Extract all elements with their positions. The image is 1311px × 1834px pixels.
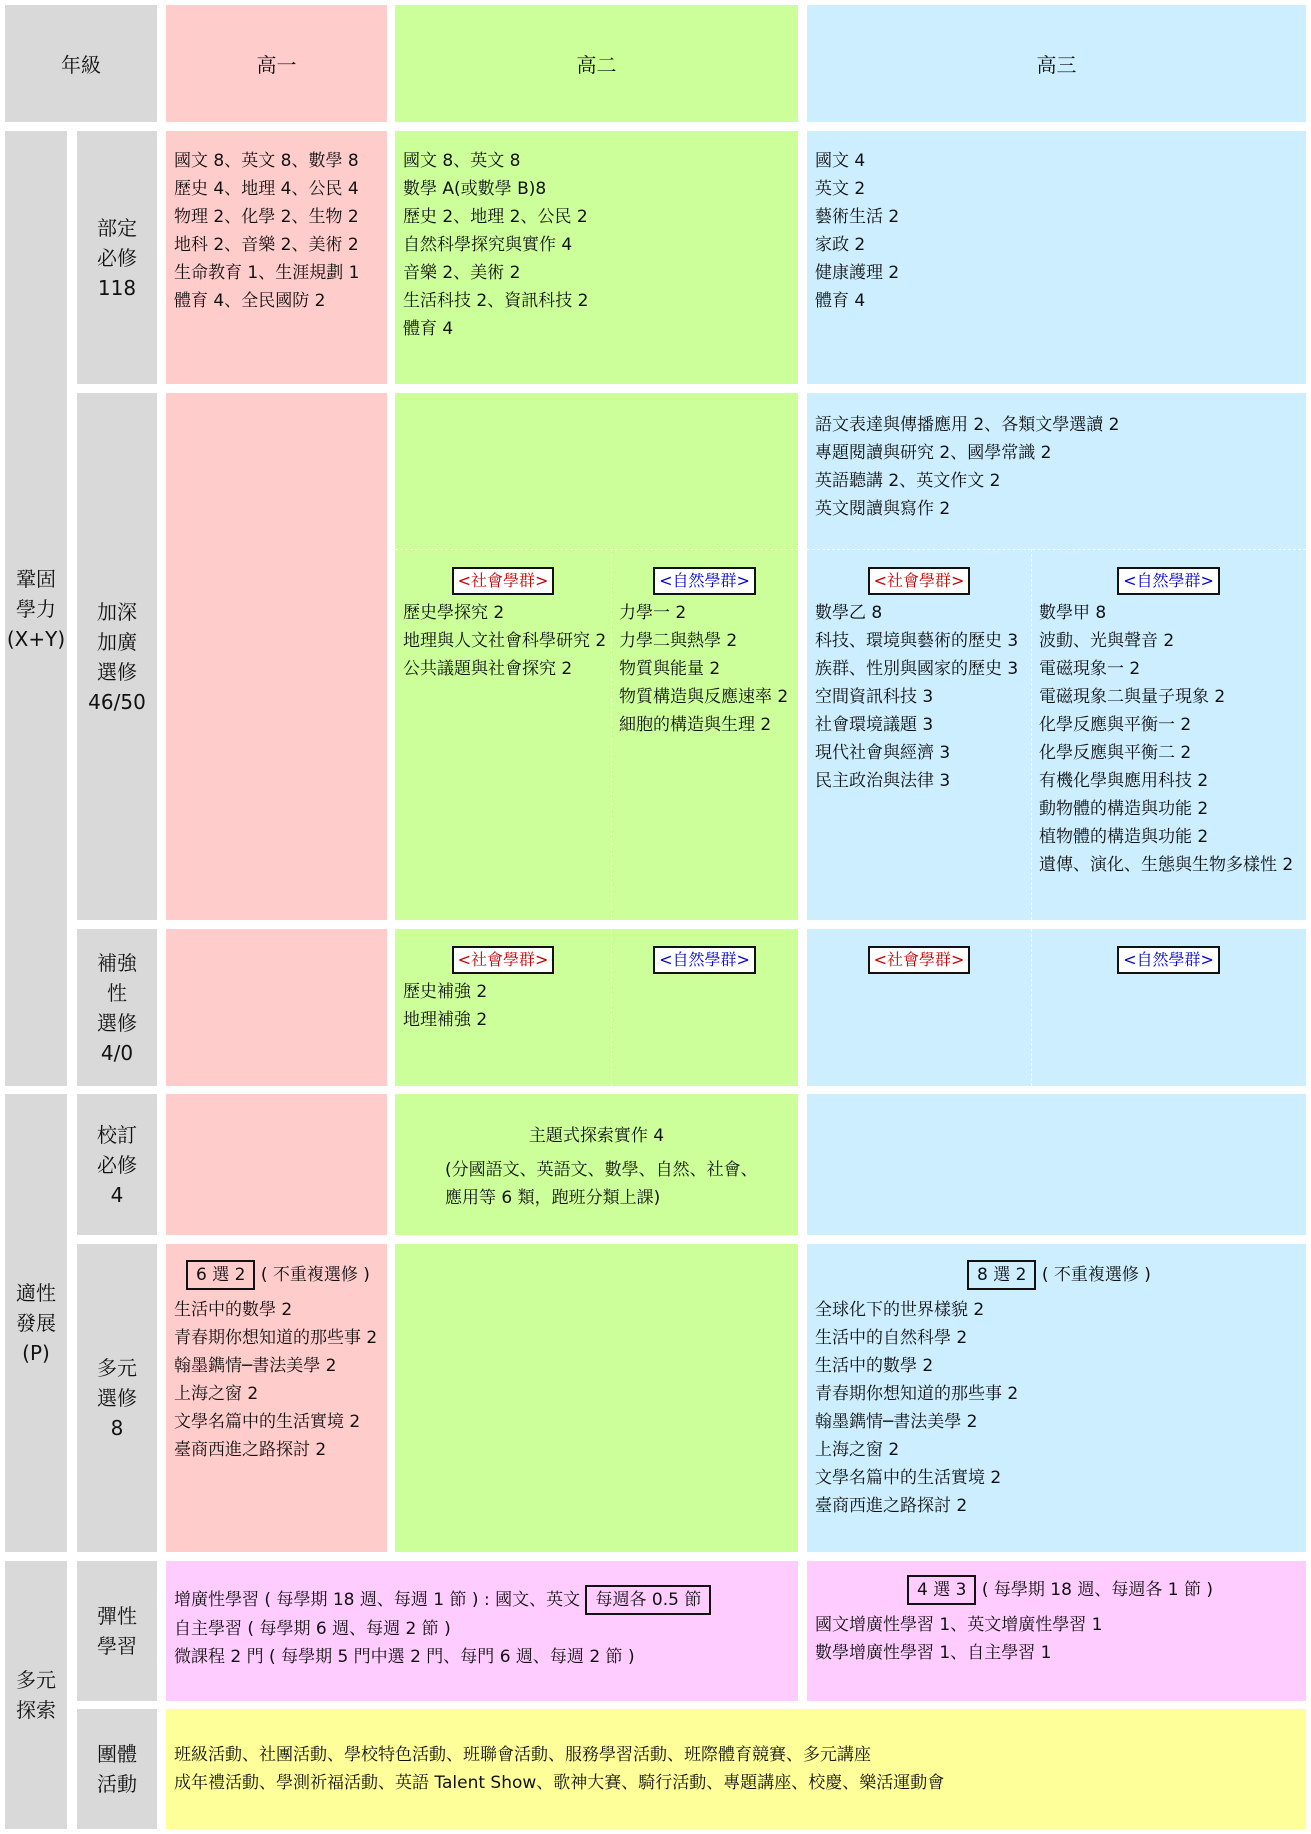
category-aptitude bbox=[5, 1094, 67, 1552]
choose-note: ( 不重複選修 ) bbox=[260, 1265, 370, 1285]
row-school bbox=[77, 1094, 157, 1235]
category-explore bbox=[5, 1561, 67, 1829]
course-line: 體育 4、全民國防 2 bbox=[174, 291, 326, 311]
row-label-line: 團體 bbox=[97, 1742, 137, 1766]
school-desc-line: (分國語文、英語文、數學、自然、社會、 bbox=[445, 1160, 758, 1180]
row-label-line: 選修 bbox=[97, 1386, 137, 1410]
choose-box: 8 選 2 bbox=[967, 1260, 1036, 1290]
course-line: 化學反應與平衡一 2 bbox=[1039, 715, 1192, 735]
natural-group-tag: <自然學群> bbox=[1117, 946, 1220, 974]
diverse-g2 bbox=[395, 1244, 798, 1552]
row-label-line: 選修 bbox=[97, 659, 137, 684]
row-label-line: 4/0 bbox=[100, 1040, 134, 1065]
remedial-g1 bbox=[166, 929, 387, 1086]
grade2-header bbox=[395, 5, 798, 122]
course-line: 翰墨鐫情─書法美學 2 bbox=[815, 1412, 978, 1432]
flexible-text: 增廣性學習 ( 每學期 18 週、每週 1 節 ) : 國文、英文 bbox=[174, 1590, 581, 1610]
course-line: 族群、性別與國家的歷史 3 bbox=[815, 659, 1019, 679]
school-g2 bbox=[395, 1094, 798, 1235]
row-advanced bbox=[77, 393, 157, 920]
course-line: 力學一 2 bbox=[619, 603, 687, 623]
grade3-header bbox=[807, 5, 1306, 122]
course-line: 藝術生活 2 bbox=[815, 207, 900, 227]
row-group bbox=[77, 1709, 157, 1829]
course-line: 波動、光與聲音 2 bbox=[1039, 631, 1175, 651]
school-desc-line: 應用等 6 類，跑班分類上課) bbox=[445, 1188, 661, 1208]
social-group-tag: <社會學群> bbox=[452, 567, 555, 595]
category-foundation bbox=[5, 131, 67, 1086]
advanced-g2 bbox=[395, 393, 798, 920]
row-label-line: 性 bbox=[107, 980, 127, 1005]
grade3-header-label: 高三 bbox=[1036, 53, 1077, 77]
course-line: 電磁現象二與量子現象 2 bbox=[1039, 687, 1226, 707]
course-line: 數學 A(或數學 B)8 bbox=[403, 179, 547, 199]
choose-note: ( 不重複選修 ) bbox=[1041, 1265, 1151, 1285]
flexible-g3-choose-row bbox=[807, 1561, 1306, 1605]
course-line: 物質構造與反應速率 2 bbox=[619, 687, 789, 707]
course-line: 物理 2、化學 2、生物 2 bbox=[174, 207, 359, 227]
course-line: 英語聽講 2、英文作文 2 bbox=[815, 471, 1001, 491]
row-label-line: 活動 bbox=[97, 1772, 137, 1796]
course-line: 物質與能量 2 bbox=[619, 659, 721, 679]
remedial-g3-natural bbox=[1031, 929, 1306, 974]
category-explore-line: 探索 bbox=[16, 1698, 56, 1722]
course-line: 家政 2 bbox=[815, 235, 866, 255]
course-line: 數學增廣性學習 1、自主學習 1 bbox=[815, 1643, 1052, 1663]
tag-wrap bbox=[611, 549, 798, 595]
course-line: 健康護理 2 bbox=[815, 263, 900, 283]
remedial-g2-natural bbox=[611, 929, 798, 974]
course-line: 青春期你想知道的那些事 2 bbox=[815, 1384, 1019, 1404]
course-line: 地科 2、音樂 2、美術 2 bbox=[174, 235, 359, 255]
course-line: 歷史補強 2 bbox=[403, 982, 488, 1002]
advanced-g3-common bbox=[807, 393, 1306, 523]
course-line: 化學反應與平衡二 2 bbox=[1039, 743, 1192, 763]
row-label-line: 學習 bbox=[97, 1634, 137, 1658]
course-line: 植物體的構造與功能 2 bbox=[1039, 827, 1209, 847]
row-label-line: 彈性 bbox=[97, 1604, 137, 1628]
tag-wrap bbox=[395, 549, 611, 595]
flexible-g12-lines bbox=[166, 1561, 798, 1671]
social-group-tag: <社會學群> bbox=[868, 567, 971, 595]
course-line: 英文 2 bbox=[815, 179, 866, 199]
row-label-line: 部定 bbox=[97, 215, 137, 240]
course-line: 生活科技 2、資訊科技 2 bbox=[403, 291, 589, 311]
remedial-g2 bbox=[395, 929, 798, 1086]
weekly-box: 每週各 0.5 節 bbox=[585, 1585, 711, 1615]
course-line: 臺商西進之路探討 2 bbox=[815, 1496, 968, 1516]
course-line: 電磁現象一 2 bbox=[1039, 659, 1141, 679]
tag-wrap bbox=[807, 549, 1031, 595]
course-line: 全球化下的世界樣貌 2 bbox=[815, 1300, 985, 1320]
social-group-tag: <社會學群> bbox=[452, 946, 555, 974]
course-line: 青春期你想知道的那些事 2 bbox=[174, 1328, 378, 1348]
course-line: 動物體的構造與功能 2 bbox=[1039, 799, 1209, 819]
course-line: 國文增廣性學習 1、英文增廣性學習 1 bbox=[815, 1615, 1103, 1635]
row-remedial bbox=[77, 929, 157, 1086]
category-explore-line: 多元 bbox=[16, 1668, 56, 1692]
course-line: 國文 8、英文 8 bbox=[403, 151, 521, 171]
grade1-header bbox=[166, 5, 387, 122]
choose-box: 4 選 3 bbox=[907, 1575, 976, 1605]
category-aptitude-line: (P) bbox=[22, 1341, 50, 1365]
course-line: 文學名篇中的生活實境 2 bbox=[815, 1468, 1002, 1488]
advanced-g3 bbox=[807, 393, 1306, 920]
category-aptitude-line: 發展 bbox=[16, 1311, 56, 1335]
diverse-g1 bbox=[166, 1244, 387, 1552]
course-line: 科技、環境與藝術的歷史 3 bbox=[815, 631, 1019, 651]
tag-wrap bbox=[611, 929, 798, 974]
choose-box: 6 選 2 bbox=[186, 1260, 255, 1290]
choose-note: ( 每學期 18 週、每週各 1 節 ) bbox=[981, 1580, 1213, 1600]
remedial-g3 bbox=[807, 929, 1306, 1086]
advanced-g3-natural bbox=[1031, 549, 1306, 879]
category-foundation-line: 鞏固 bbox=[16, 566, 56, 591]
row-required bbox=[77, 131, 157, 384]
row-label-line: 多元 bbox=[97, 1356, 137, 1380]
row-flexible bbox=[77, 1561, 157, 1701]
social-group-tag: <社會學群> bbox=[868, 946, 971, 974]
course-line: 文學名篇中的生活實境 2 bbox=[174, 1412, 361, 1432]
required-g3 bbox=[807, 131, 1306, 384]
course-line: 專題閱讀與研究 2、國學常識 2 bbox=[815, 443, 1052, 463]
course-line: 語文表達與傳播應用 2、各類文學選讀 2 bbox=[815, 415, 1120, 435]
natural-group-tag: <自然學群> bbox=[1117, 567, 1220, 595]
course-line: 空間資訊科技 3 bbox=[815, 687, 934, 707]
diverse-g3 bbox=[807, 1244, 1306, 1552]
category-foundation-line: 學力 bbox=[16, 596, 56, 621]
advanced-g2-natural bbox=[611, 549, 798, 739]
course-line: 公共議題與社會探究 2 bbox=[403, 659, 573, 679]
school-title bbox=[395, 1094, 798, 1150]
row-label-line: 4 bbox=[110, 1182, 124, 1207]
flexible-line: 自主學習 ( 每學期 6 週、每週 2 節 ) bbox=[174, 1619, 451, 1639]
advanced-g1 bbox=[166, 393, 387, 920]
advanced-g3-social bbox=[807, 549, 1031, 795]
activity-line: 班級活動、社團活動、學校特色活動、班聯會活動、服務學習活動、班際體育競賽、多元講座 bbox=[174, 1745, 871, 1765]
course-line: 地理與人文社會科學研究 2 bbox=[403, 631, 607, 651]
grade-header-label: 年級 bbox=[61, 53, 101, 77]
remedial-g3-social bbox=[807, 929, 1031, 974]
category-aptitude-line: 適性 bbox=[16, 1281, 56, 1305]
diverse-g3-choose-row bbox=[807, 1244, 1306, 1290]
flexible-g3 bbox=[807, 1561, 1306, 1701]
course-line: 歷史 2、地理 2、公民 2 bbox=[403, 207, 588, 227]
grade2-header-label: 高二 bbox=[576, 53, 617, 77]
row-label-line: 加深 bbox=[97, 599, 137, 624]
course-line: 自然科學探究與實作 4 bbox=[403, 235, 573, 255]
course-line: 臺商西進之路探討 2 bbox=[174, 1440, 327, 1460]
grade1-header-label: 高一 bbox=[256, 53, 297, 77]
row-label-line: 46/50 bbox=[88, 689, 146, 714]
tag-wrap bbox=[1031, 549, 1306, 595]
course-line: 國文 4 bbox=[815, 151, 866, 171]
required-g2 bbox=[395, 131, 798, 384]
course-line: 生命教育 1、生涯規劃 1 bbox=[174, 263, 360, 283]
row-label-line: 加廣 bbox=[97, 629, 137, 654]
course-line: 英文閱讀與寫作 2 bbox=[815, 499, 951, 519]
grade-header bbox=[5, 5, 157, 122]
course-line: 生活中的數學 2 bbox=[174, 1300, 293, 1320]
row-label-line: 補強 bbox=[97, 950, 137, 975]
flexible-line: 微課程 2 門 ( 每學期 5 門中選 2 門、每門 6 週、每週 2 節 ) bbox=[174, 1647, 635, 1667]
group-activities bbox=[166, 1709, 1306, 1829]
natural-group-tag: <自然學群> bbox=[653, 567, 756, 595]
course-line: 國文 8、英文 8、數學 8 bbox=[174, 151, 359, 171]
natural-group-tag: <自然學群> bbox=[653, 946, 756, 974]
course-line: 細胞的構造與生理 2 bbox=[619, 715, 772, 735]
required-g1 bbox=[166, 131, 387, 384]
course-line: 地理補強 2 bbox=[403, 1010, 488, 1030]
diverse-g1-choose-row bbox=[166, 1244, 387, 1290]
course-line: 歷史 4、地理 4、公民 4 bbox=[174, 179, 359, 199]
course-line: 有機化學與應用科技 2 bbox=[1039, 771, 1209, 791]
course-line: 歷史學探究 2 bbox=[403, 603, 505, 623]
course-line: 翰墨鐫情─書法美學 2 bbox=[174, 1356, 337, 1376]
course-line: 上海之窗 2 bbox=[815, 1440, 900, 1460]
flexible-line bbox=[174, 1585, 798, 1615]
course-line: 數學乙 8 bbox=[815, 603, 883, 623]
remedial-g2-social bbox=[395, 929, 611, 1034]
course-line: 音樂 2、美術 2 bbox=[403, 263, 521, 283]
course-line: 上海之窗 2 bbox=[174, 1384, 259, 1404]
row-label-line: 必修 bbox=[97, 245, 137, 270]
school-title-text: 主題式探索實作 4 bbox=[528, 1126, 665, 1146]
school-g1 bbox=[166, 1094, 387, 1235]
tag-wrap bbox=[395, 929, 611, 974]
course-line: 數學甲 8 bbox=[1039, 603, 1107, 623]
course-line: 體育 4 bbox=[403, 319, 454, 339]
course-line: 生活中的自然科學 2 bbox=[815, 1328, 968, 1348]
course-line: 民主政治與法律 3 bbox=[815, 771, 951, 791]
row-label-line: 必修 bbox=[97, 1152, 137, 1177]
course-line: 現代社會與經濟 3 bbox=[815, 743, 951, 763]
row-label-line: 選修 bbox=[97, 1010, 137, 1035]
course-line: 遺傳、演化、生態與生物多樣性 2 bbox=[1039, 855, 1294, 875]
row-label-line: 校訂 bbox=[97, 1122, 137, 1147]
row-label-line: 8 bbox=[110, 1416, 124, 1440]
school-desc bbox=[395, 1150, 798, 1212]
advanced-g2-social bbox=[395, 549, 611, 683]
course-line: 生活中的數學 2 bbox=[815, 1356, 934, 1376]
course-line: 社會環境議題 3 bbox=[815, 715, 934, 735]
school-g3 bbox=[807, 1094, 1306, 1235]
row-diverse bbox=[77, 1244, 157, 1552]
course-line: 力學二與熱學 2 bbox=[619, 631, 738, 651]
activity-line: 成年禮活動、學測祈福活動、英語 Talent Show、歌神大賽、騎行活動、專題講座、校慶、樂活運動會 bbox=[174, 1773, 945, 1793]
row-label-line: 118 bbox=[97, 275, 137, 300]
category-foundation-line: (X+Y) bbox=[6, 626, 66, 651]
flexible-g12 bbox=[166, 1561, 798, 1701]
course-line: 體育 4 bbox=[815, 291, 866, 311]
